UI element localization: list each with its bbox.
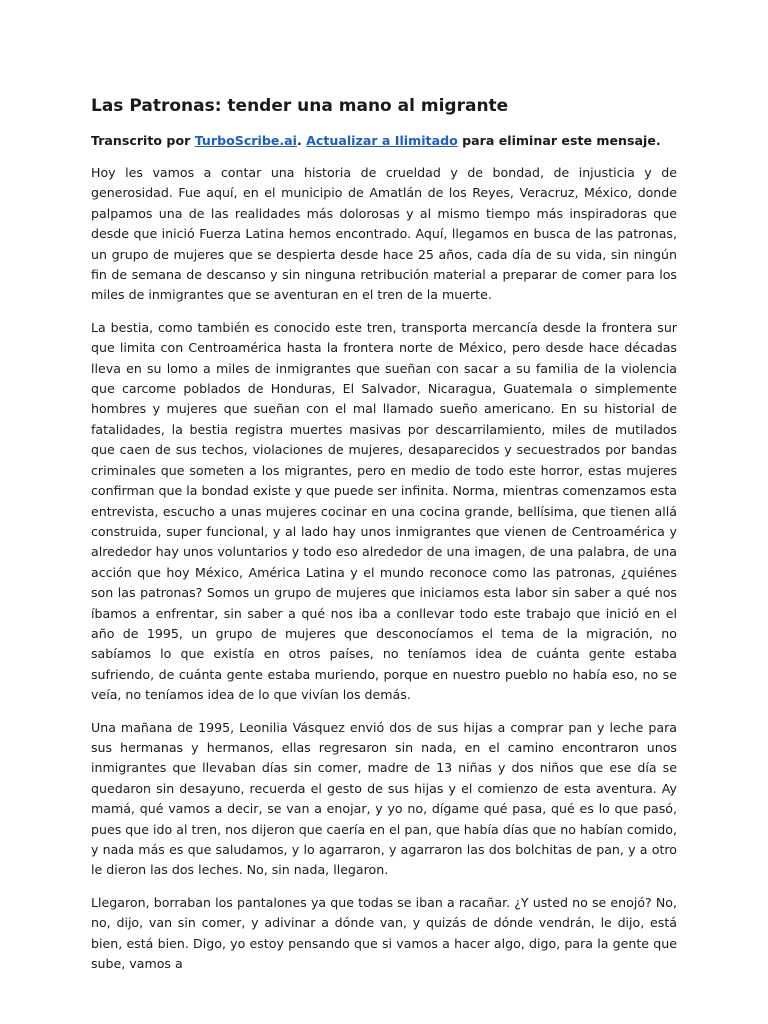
upgrade-unlimited-link[interactable]: Actualizar a Ilimitado — [306, 133, 458, 148]
transcription-suffix: para eliminar este mensaje. — [457, 133, 661, 148]
transcription-notice — [91, 131, 677, 151]
paragraph-morning-1995: Una mañana de 1995, Leonilia Vásquez envió dos de sus hijas a comprar pan y leche para sus hermanas y hermanos, ellas regresaron sin nada, en el camino encontraron unos inmigrantes que llevaban días sin comer, madre de 13 niñas y dos niños que ese día se quedaron sin desayuno, recuerda el gesto de sus hijas y el comienzo de esta aventura. Ay mamá, qué vamos a decir, se van a enojar, y yo no, dígame qué pasa, qué es lo que pasó, pues que ido al tren, nos dijeron que caería en el pan, que había días que no habían comido, y nada más es que saludamos, y lo agarraron, y agarraron las dos bolchitas de pan, y a otro le dieron las dos leches. No, sin nada, llegaron. — [91, 719, 677, 878]
turboscribe-link[interactable]: TurboScribe.ai — [194, 133, 297, 148]
document-page — [91, 92, 677, 974]
document-title: Las Patronas: tender una mano al migrante — [91, 96, 509, 116]
paragraph-la-bestia: La bestia, como también es conocido este tren, transporta mercancía desde la frontera sur que limita con Centroamérica hasta la frontera norte de México, pero desde hace décadas lleva en su lomo a miles de inmigrantes que sueñan con sacar a su familia de la violencia que carcome poblados de Honduras, El Salvador, Nicaragua, Guatemala o simplemente hombres y mujeres que sueñan con el mal llamado sueño americano. En su historial de fatalidades, la bestia registra muertes masivas por descarrilamiento, miles de mutilados que caen de sus techos, violaciones de mujeres, desaparecidos y secuestrados por bandas criminales que someten a los migrantes, pero en medio de todo este horror, estas mujeres confirman que la bondad existe y que puede ser infinita. Norma, mientras comenzamos esta entrevista, escucho a unas mujeres cocinar en una cocina grande, bellísima, que tienen allá construida, super funcional, y al lado hay unos inmigrantes que vienen de Centroamérica y alrededor hay unos voluntarios y todo eso alrededor de una imagen, de una palabra, de una acción que hoy México, América Latina y el mundo reconoce como las patronas, ¿quiénes son las patronas? Somos un grupo de mujeres que iniciamos esta labor sin saber a qué nos íbamos a enfrentar, sin saber a qué nos iba a conllevar todo este trabajo que inició en el año de 1995, un grupo de mujeres que desconocíamos el tema de la migración, no sabíamos lo que existía en otros países, no teníamos idea de cuánta gente estaba sufriendo, de cuánta gente estaba muriendo, porque en nuestro pueblo no había eso, no se veía, no teníamos idea de lo que vivían los demás. — [91, 319, 677, 703]
transcription-separator: . — [296, 133, 307, 148]
paragraph-llegaron: Llegaron, borraban los pantalones ya que todas se iban a racañar. ¿Y usted no se enojó? No, no, dijo, van sin comer, y adivinar a dónde van, y quizás de dónde vendrán, le dijo, está bien, está bien. Digo, yo estoy pensando que si vamos a hacer algo, digo, para la gente que sube, vamos a — [91, 894, 677, 972]
paragraph-intro: Hoy les vamos a contar una historia de crueldad y de bondad, de injusticia y de generosidad. Fue aquí, en el municipio de Amatlán de los Reyes, Veracruz, México, donde palpamos una de las realidades más dolorosas y al mismo tiempo más inspiradoras que desde que inició Fuerza Latina hemos encontrado. Aquí, llegamos en busca de las patronas, un grupo de mujeres que se despierta desde hace 25 años, cada día de su vida, sin ningún fin de semana de descanso y sin ninguna retribución material a preparar de comer para los miles de inmigrantes que se aventuran en el tren de la muerte. — [91, 165, 677, 303]
transcription-prefix: Transcrito por — [91, 133, 195, 148]
